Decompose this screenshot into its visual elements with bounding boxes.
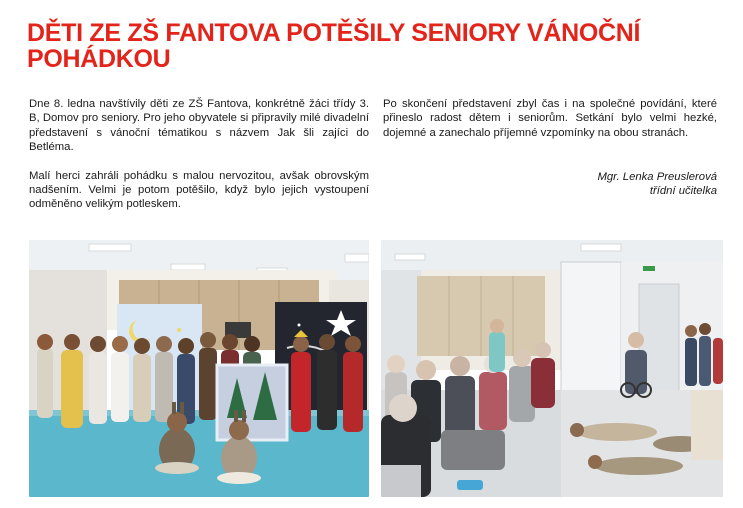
author-name: Mgr. Lenka Preuslerová (597, 171, 717, 183)
photo-seniors-audience (381, 240, 723, 497)
article-left-column (29, 97, 369, 226)
article-title: DĚTI ZE ZŠ FANTOVA POTĚŠILY SENIORY VÁNOČNÍ POHÁDKOU (27, 19, 641, 73)
children-performance-image (29, 240, 369, 497)
author-signature (597, 170, 717, 199)
paragraph: Dne 8. ledna navštívily děti ze ZŠ Fantova, konkrétně žáci třídy 3. B, Domov pro seniory. Pro jeho obyvatele si připravily milé divadelní představení s vánoční tématikou s názvem Jak šli zajíci do Betléma. (29, 98, 369, 154)
paragraph: Malí herci zahráli pohádku s malou nervozitou, avšak obrovským nadšením. Velmi je potom potěšilo, když bylo jejich vystoupení odměněno velikým potleskem. (29, 169, 369, 211)
article-right-column (383, 97, 717, 154)
photo-children-performance (29, 240, 369, 497)
paragraph: Po skončení představení zbyl čas i na společné povídání, které přineslo radost dětem i seniorům. Setkání bylo velmi hezké, dojemné a zanechalo příjemné vzpomínky na obou stranách. (383, 98, 717, 139)
seniors-audience-image (381, 240, 723, 497)
author-role: třídní učitelka (649, 185, 717, 198)
